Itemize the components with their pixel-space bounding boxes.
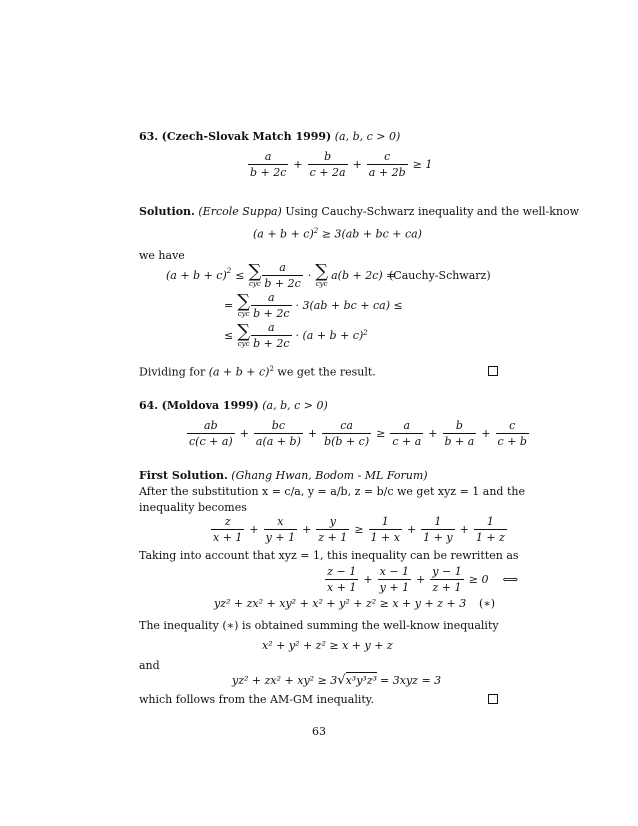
sum-symbol: ∑ cyc <box>315 261 329 288</box>
problem-63-inequality: $\frac{a}{b + 2c}$ + $\frac{b}{c + 2a}$ + $\frac{c}{a + 2b}$ ≥ 1 <box>250 150 433 179</box>
solution-text: Using Cauchy-Schwarz inequality and the well-know <box>285 205 580 218</box>
solution-author: (Ercole Suppa) <box>198 205 282 218</box>
star-label: (∗) <box>479 597 496 610</box>
problem-number: 63. <box>139 130 159 143</box>
rewritten-inequality: $\frac{z - 1}{x + 1}$ + $\frac{x - 1}{y + 1}$ + $\frac{y - 1}{z + 1}$ ≥ 0 ⟺ <box>327 565 519 594</box>
problem-63-heading <box>139 131 400 142</box>
page-number: 63 <box>312 725 326 738</box>
problem-condition: (a, b, c > 0) <box>262 399 328 412</box>
fraction: $\frac{a}{b + 2c}$ <box>250 150 287 179</box>
fraction: $\frac{c}{a + 2b}$ <box>368 150 406 179</box>
problem-source: (Czech-Slovak Match 1999) <box>161 130 332 143</box>
sum-symbol: ∑ cyc <box>237 321 251 348</box>
substitution-line-2: inequality becomes <box>139 501 247 514</box>
sum-symbol: ∑ cyc <box>237 291 251 318</box>
follows-text: which follows from the AM-GM inequality. <box>139 693 375 706</box>
fraction: $\frac{b}{c + 2a}$ <box>309 150 346 179</box>
first-solution-author: (Ghang Hwan, Bodom - ML Forum) <box>231 469 428 482</box>
substituted-inequality: $\frac{z}{x + 1}$ + $\frac{x}{y + 1}$ + $\frac{y}{z + 1}$ ≥ $\frac{1}{1 + x}$ + $\frac{1}{1 + y}$ + $\frac{1}{1 + z}$ <box>213 515 505 544</box>
problem-64-heading <box>139 400 328 411</box>
and-text: and <box>139 659 160 672</box>
qed-square-icon <box>488 366 498 376</box>
first-solution-intro <box>139 470 428 481</box>
derivation-line-1: (a + b + c) $^2$ ≤ ∑ cyc $\frac{a}{b + 2c}$ · ∑ cyc a(b + 2c) = <box>166 261 396 290</box>
sum-symbol: ∑ cyc <box>248 261 262 288</box>
derivation-line-2: = ∑ cyc $\frac{a}{b + 2c}$ · 3(ab + bc + ca) ≤ <box>224 291 403 320</box>
substitution-line-1: After the substitution x = c/a, y = a/b, z = b/c we get xyz = 1 and the <box>139 485 525 498</box>
known-inequality: $(a + b + c)^2 \ge 3(ab$ + bc + ca) <box>253 227 422 241</box>
rewrite-text: Taking into account that xyz = 1, this inequality can be rewritten as <box>139 549 519 562</box>
amgm-inequality: yz² + zx² + xy² ≥ 3√x³y³z³ = 3xyz = 3 <box>232 673 442 688</box>
problem-condition: (a, b, c > 0) <box>334 130 401 143</box>
derivation-line-3: ≤ ∑ cyc $\frac{a}{b + 2c}$ · (a + b + c) 2 <box>224 321 368 350</box>
conclusion-63: Dividing for $(a + b + c)^2$ we get the result. <box>139 365 376 379</box>
star-inequality: yz² + zx² + xy² + x² + y² + z² ≥ x + y + z + 3 <box>214 597 467 610</box>
obtained-text: The inequality (∗) is obtained summing the well-know inequality <box>139 619 499 632</box>
first-solution-label: First Solution. <box>139 469 228 482</box>
square-inequality: x² + y² + z² ≥ x + y + z <box>262 639 393 652</box>
solution-label: Solution. <box>139 205 195 218</box>
we-have-text: we have <box>139 249 185 262</box>
solution-intro <box>139 206 579 217</box>
problem-64-inequality: $\frac{ab}{c(c + a)}$ + $\frac{bc}{a(a + b)}$ + $\frac{ca}{b(b + c)}$ ≥ $\frac{a}{c + a}$ + $\frac{b}{b + a}$ + $\frac{c}{c + b}$ <box>189 419 527 448</box>
problem-number: 64. <box>139 399 159 412</box>
problem-source: (Moldova 1999) <box>161 399 259 412</box>
cauchy-schwarz-label: (Cauchy-Schwarz) <box>389 269 491 282</box>
qed-square-icon <box>488 694 498 704</box>
